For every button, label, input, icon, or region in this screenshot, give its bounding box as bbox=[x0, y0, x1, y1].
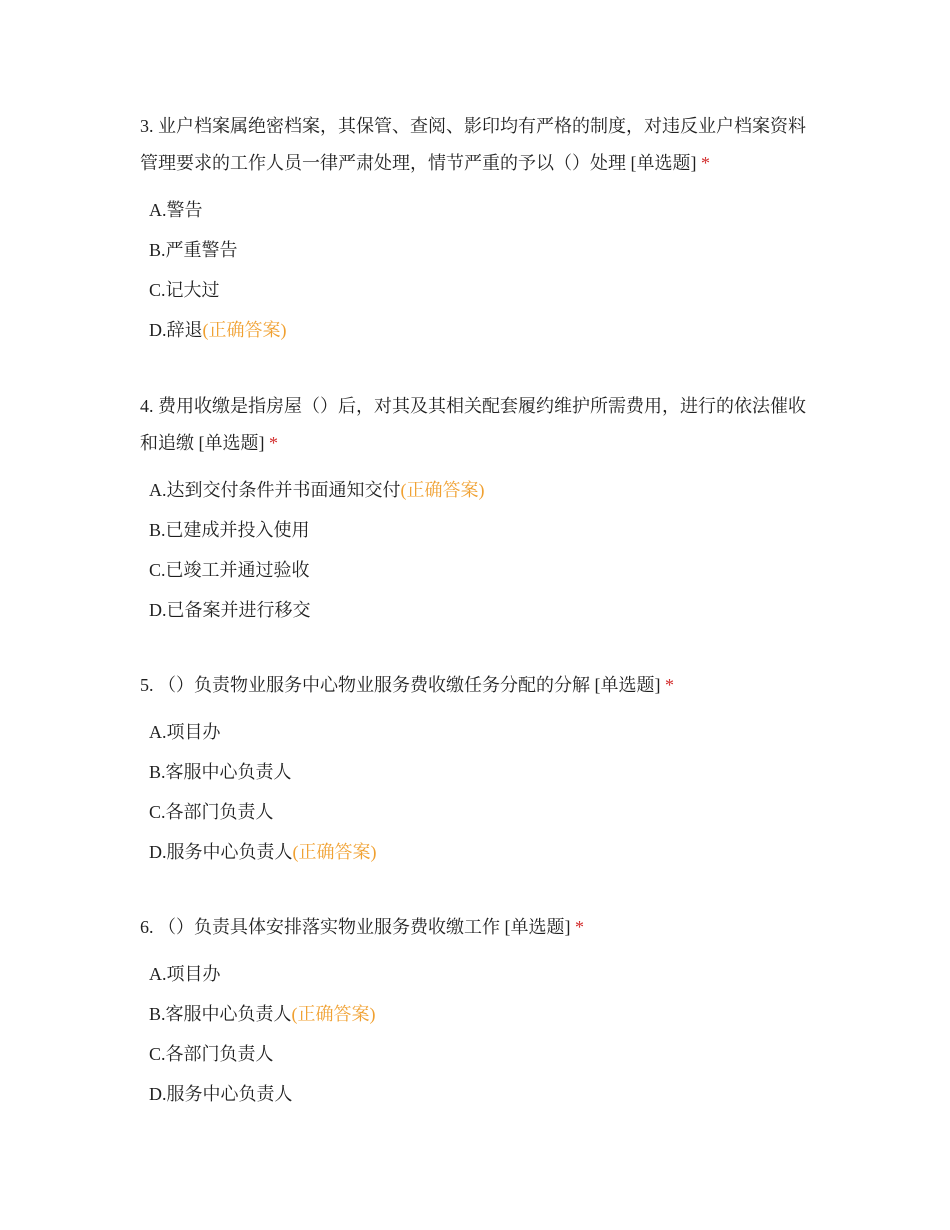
required-mark: * bbox=[269, 433, 278, 453]
question-title bbox=[140, 909, 820, 946]
option-a bbox=[149, 190, 820, 230]
option-text: D.已备案并进行移交 bbox=[149, 600, 311, 620]
option-list bbox=[140, 954, 820, 1114]
correct-answer-tag: (正确答案) bbox=[291, 1004, 376, 1024]
option-text: A.项目办 bbox=[149, 722, 221, 742]
correct-answer-tag: (正确答案) bbox=[202, 320, 287, 340]
question-type-label: [单选题] bbox=[198, 433, 265, 453]
option-text: B.已建成并投入使用 bbox=[149, 520, 310, 540]
option-b bbox=[149, 510, 820, 550]
option-a bbox=[149, 954, 820, 994]
question-type-label: [单选题] bbox=[504, 917, 571, 937]
option-d bbox=[149, 310, 820, 350]
option-d bbox=[149, 590, 820, 630]
question-title bbox=[140, 388, 820, 462]
option-a bbox=[149, 470, 820, 510]
option-a bbox=[149, 712, 820, 752]
option-text: B.客服中心负责人 bbox=[149, 1004, 292, 1024]
question-5 bbox=[140, 667, 820, 872]
question-text: 4. 费用收缴是指房屋（）后，对其及其相关配套履约维护所需费用，进行的依法催收和追缴 bbox=[140, 396, 806, 453]
required-mark: * bbox=[665, 675, 674, 695]
required-mark: * bbox=[701, 153, 710, 173]
option-text: C.各部门负责人 bbox=[149, 802, 274, 822]
option-text: B.客服中心负责人 bbox=[149, 762, 292, 782]
question-text: 3. 业户档案属绝密档案，其保管、查阅、影印均有严格的制度，对违反业户档案资料管理要求的工作人员一律严肃处理，情节严重的予以（）处理 bbox=[140, 116, 806, 173]
question-3 bbox=[140, 108, 820, 350]
correct-answer-tag: (正确答案) bbox=[292, 842, 377, 862]
required-mark: * bbox=[575, 917, 584, 937]
option-text: B.严重警告 bbox=[149, 240, 238, 260]
question-type-label: [单选题] bbox=[630, 153, 697, 173]
question-6 bbox=[140, 909, 820, 1114]
question-type-label: [单选题] bbox=[594, 675, 661, 695]
option-c bbox=[149, 550, 820, 590]
option-text: C.各部门负责人 bbox=[149, 1044, 274, 1064]
question-4 bbox=[140, 388, 820, 630]
option-text: D.辞退 bbox=[149, 320, 203, 340]
option-text: D.服务中心负责人 bbox=[149, 1084, 293, 1104]
question-text: 6. （）负责具体安排落实物业服务费收缴工作 bbox=[140, 917, 500, 937]
option-c bbox=[149, 1034, 820, 1074]
option-c bbox=[149, 270, 820, 310]
option-text: D.服务中心负责人 bbox=[149, 842, 293, 862]
option-list bbox=[140, 190, 820, 350]
option-list bbox=[140, 712, 820, 872]
question-text: 5. （）负责物业服务中心物业服务费收缴任务分配的分解 bbox=[140, 675, 590, 695]
correct-answer-tag: (正确答案) bbox=[400, 480, 485, 500]
option-list bbox=[140, 470, 820, 630]
option-text: C.记大过 bbox=[149, 280, 220, 300]
option-text: A.警告 bbox=[149, 200, 203, 220]
option-b bbox=[149, 230, 820, 270]
question-title bbox=[140, 667, 820, 704]
option-text: C.已竣工并通过验收 bbox=[149, 560, 310, 580]
option-d bbox=[149, 1074, 820, 1114]
option-c bbox=[149, 792, 820, 832]
option-b bbox=[149, 994, 820, 1034]
option-text: A.项目办 bbox=[149, 964, 221, 984]
question-title bbox=[140, 108, 820, 182]
option-d bbox=[149, 832, 820, 872]
option-text: A.达到交付条件并书面通知交付 bbox=[149, 480, 401, 500]
option-b bbox=[149, 752, 820, 792]
